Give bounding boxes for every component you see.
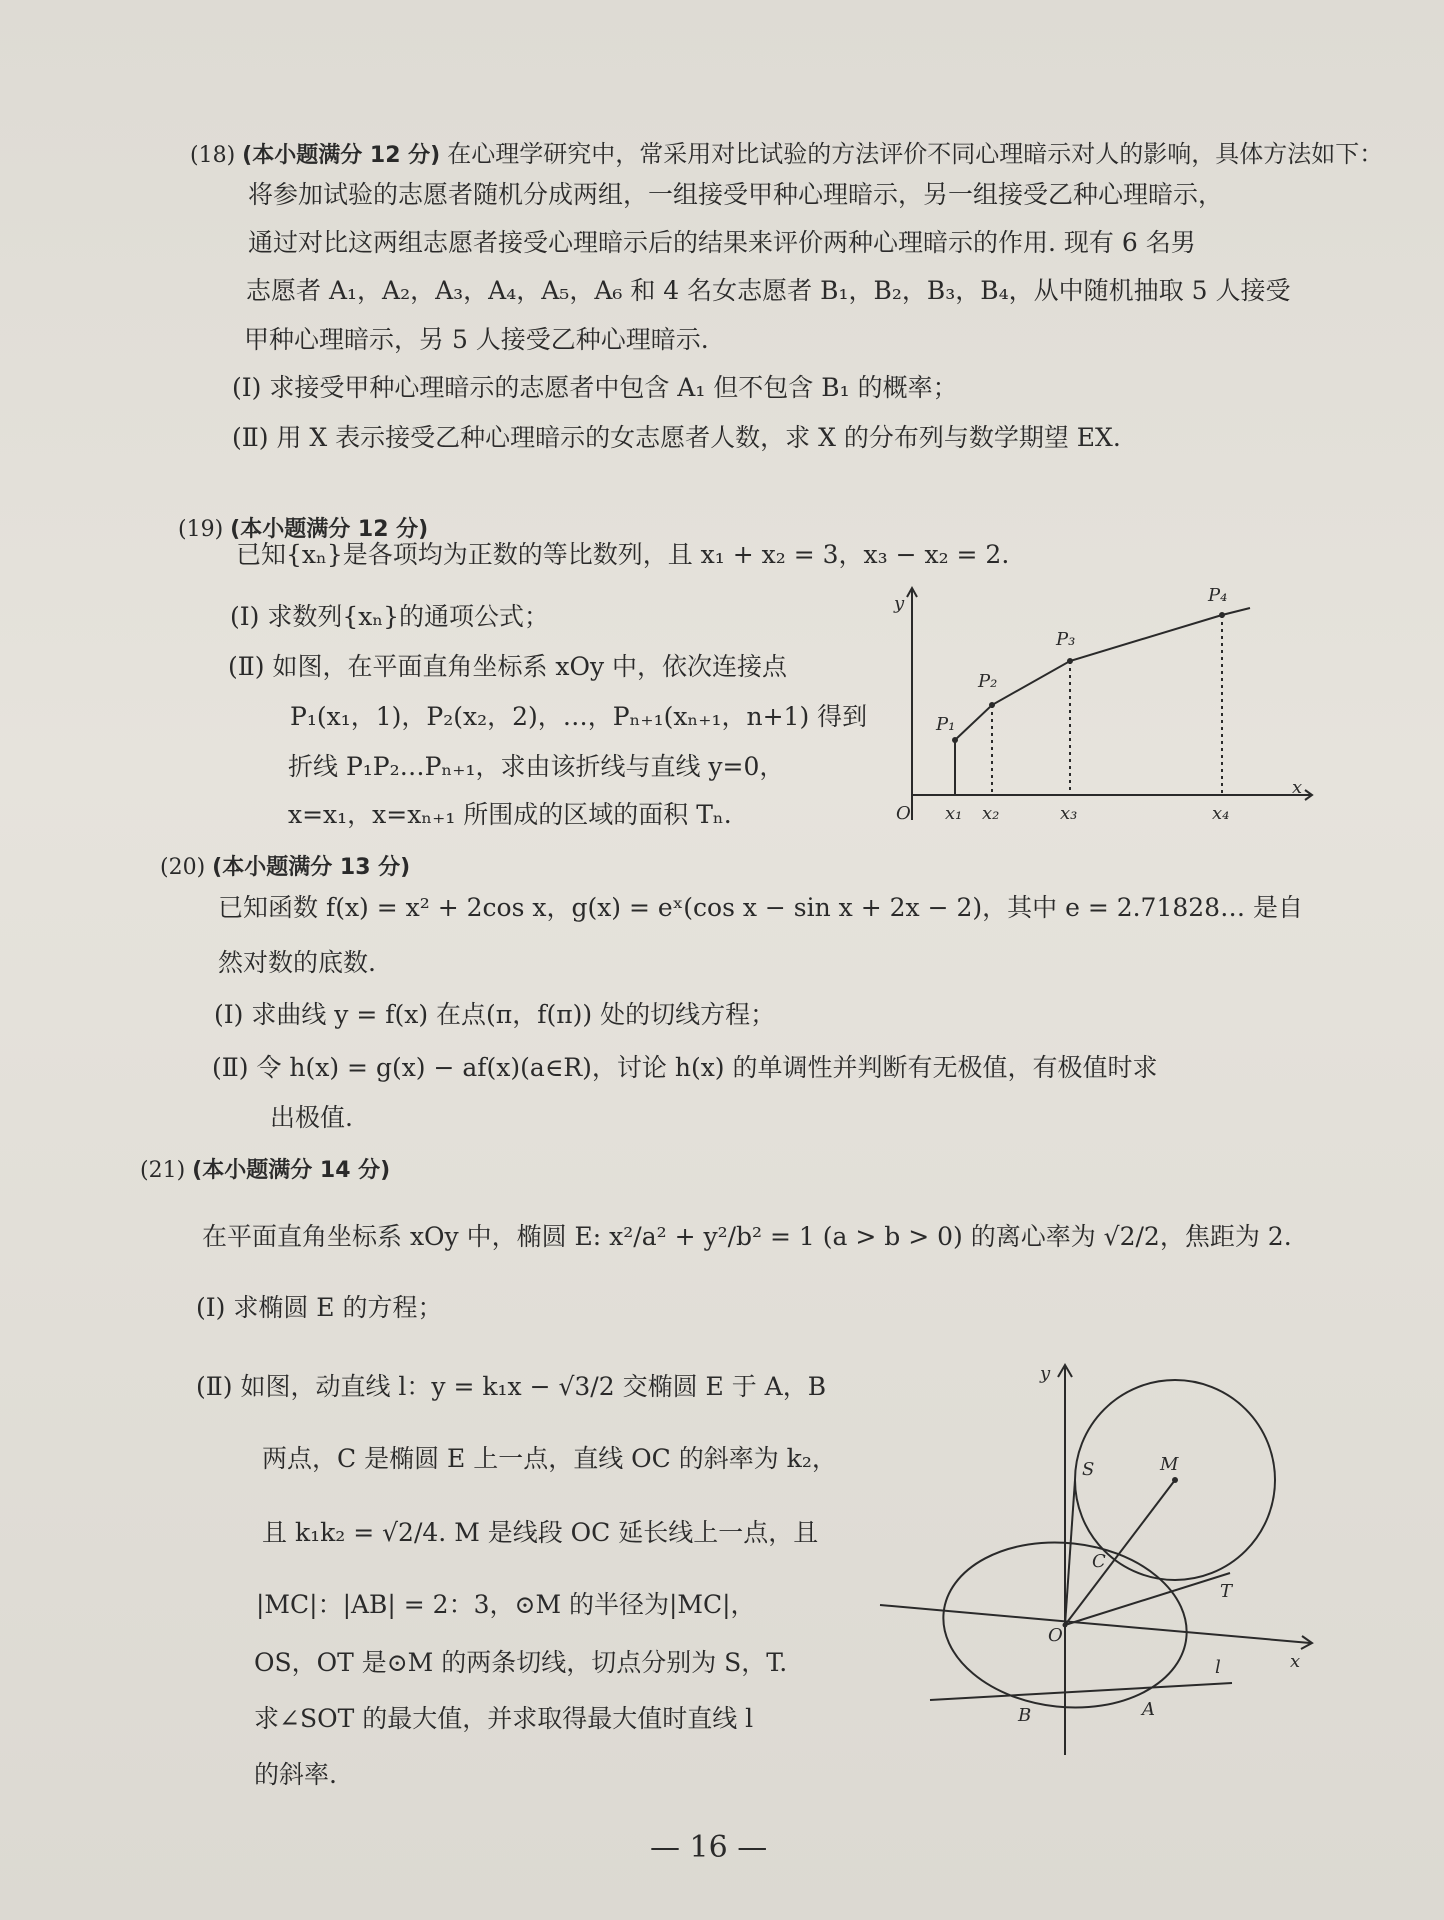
q21-line: 的斜率. [254,1760,337,1789]
q19-line: 已知{xₙ}是各项均为正数的等比数列，且 x₁ + x₂ = 3，x₃ − x₂ = 2. [236,540,1010,569]
q19-header [178,512,428,543]
q18-line: 将参加试验的志愿者随机分成两组，一组接受甲种心理暗示，另一组接受乙种心理暗示， [248,180,1224,209]
q19-figure [880,575,1320,835]
label-s: S [1082,1459,1095,1480]
q21-score: (本小题满分 14 分) [192,1158,391,1183]
label-x3: x₃ [1060,803,1078,824]
label-m: M [1160,1454,1179,1475]
q19-part-2: (Ⅱ) 如图，在平面直角坐标系 xOy 中，依次连接点 [228,652,788,681]
label-b: B [1018,1705,1032,1726]
line-oc [1065,1480,1175,1625]
q19-number: (19) [178,517,224,542]
q18-line: 志愿者 A₁，A₂，A₃，A₄，A₅，A₆ 和 4 名女志愿者 B₁，B₂，B₃，B₄，从中随机抽取 5 人接受 [246,276,1291,305]
q19-part-1: (Ⅰ) 求数列{xₙ}的通项公式； [230,602,550,631]
q20-score: (本小题满分 13 分) [212,855,411,880]
point-p3 [1067,658,1073,664]
q20-part-1: (Ⅰ) 求曲线 y = f(x) 在点(π，f(π)) 处的切线方程； [214,1000,776,1029]
q19-line: 折线 P₁P₂…Pₙ₊₁，求由该折线与直线 y=0， [288,752,785,781]
label-p2: P₂ [978,671,998,692]
q18-intro: 在心理学研究中，常采用对比试验的方法评价不同心理暗示对人的影响，具体方法如下： [447,140,1384,168]
q19-line: x=x₁，x=xₙ₊₁ 所围成的区域的面积 Tₙ. [288,800,732,829]
label-x: x [1290,1651,1301,1672]
tangent-ot [1065,1573,1230,1625]
label-x2: x₂ [982,803,1000,824]
q18-part-1: (Ⅰ) 求接受甲种心理暗示的志愿者中包含 A₁ 但不包含 B₁ 的概率； [232,373,958,402]
label-t: T [1220,1581,1233,1602]
q21-part-1: (Ⅰ) 求椭圆 E 的方程； [196,1293,443,1322]
q20-line: 已知函数 f(x) = x² + 2cos x，g(x) = eˣ(cos x − sin x + 2x − 2)，其中 e = 2.71828… 是自 [218,893,1304,922]
label-o: O [1048,1625,1063,1646]
q21-number: (21) [140,1158,186,1183]
q21-line: 求∠SOT 的最大值，并求取得最大值时直线 l [254,1704,754,1733]
point-p2 [989,702,995,708]
label-a: A [1142,1699,1155,1720]
q21-part-2: (Ⅱ) 如图，动直线 l：y = k₁x − √3/2 交椭圆 E 于 A，B [196,1372,827,1401]
label-p1: P₁ [936,714,956,735]
q18-line: 甲种心理暗示，另 5 人接受乙种心理暗示. [244,325,709,354]
q18-number: (18) [190,143,236,168]
q21-header [140,1153,390,1184]
q20-number: (20) [160,855,206,880]
q19-line: P₁(x₁，1)，P₂(x₂，2)，…，Pₙ₊₁(xₙ₊₁，n+1) 得到 [290,702,868,731]
q20-header [160,850,410,881]
label-y: y [894,593,905,614]
tangent-os [1065,1480,1075,1625]
line-l [930,1683,1232,1700]
q19-score: (本小题满分 12 分) [230,517,429,542]
label-p3: P₃ [1056,629,1076,650]
label-x1: x₁ [945,803,963,824]
q20-part-2: (Ⅱ) 令 h(x) = g(x) − af(x)(a∈R)，讨论 h(x) 的单调性并判断有无极值，有极值时求 [212,1053,1158,1082]
q20-line: 然对数的底数. [218,948,376,977]
q18-line: 通过对比这两组志愿者接受心理暗示后的结果来评价两种心理暗示的作用. 现有 6 名男 [248,228,1196,257]
q18-score: (本小题满分 12 分) [242,143,441,168]
q21-line: 两点，C 是椭圆 E 上一点，直线 OC 的斜率为 k₂， [262,1444,837,1473]
label-o: O [896,803,911,824]
q18-part-2: (Ⅱ) 用 X 表示接受乙种心理暗示的女志愿者人数，求 X 的分布列与数学期望 EX. [232,423,1121,452]
q21-line: OS，OT 是⊙M 的两条切线，切点分别为 S，T. [254,1648,788,1677]
q21-line: 且 k₁k₂ = √2/4. M 是线段 OC 延长线上一点，且 [262,1518,819,1547]
label-x: x [1292,777,1303,798]
label-p4: P₄ [1208,585,1228,606]
label-l: l [1215,1657,1221,1678]
label-y: y [1040,1363,1051,1384]
label-x4: x₄ [1212,803,1230,824]
point-o [1063,1623,1068,1628]
page-number: — 16 — [650,1830,768,1865]
q20-line: 出极值. [270,1103,353,1132]
q21-line: 在平面直角坐标系 xOy 中，椭圆 E: x²/a² + y²/b² = 1 (a > b > 0) 的离心率为 √2/2，焦距为 2. [202,1222,1292,1251]
point-m [1172,1477,1178,1483]
q18-header [190,138,1383,169]
q21-figure [870,1355,1330,1755]
q21-line: |MC|：|AB| = 2：3，⊙M 的半径为|MC|， [256,1590,756,1619]
point-p1 [952,737,958,743]
polyline [955,608,1250,740]
label-c: C [1092,1551,1106,1572]
point-p4 [1219,612,1225,618]
